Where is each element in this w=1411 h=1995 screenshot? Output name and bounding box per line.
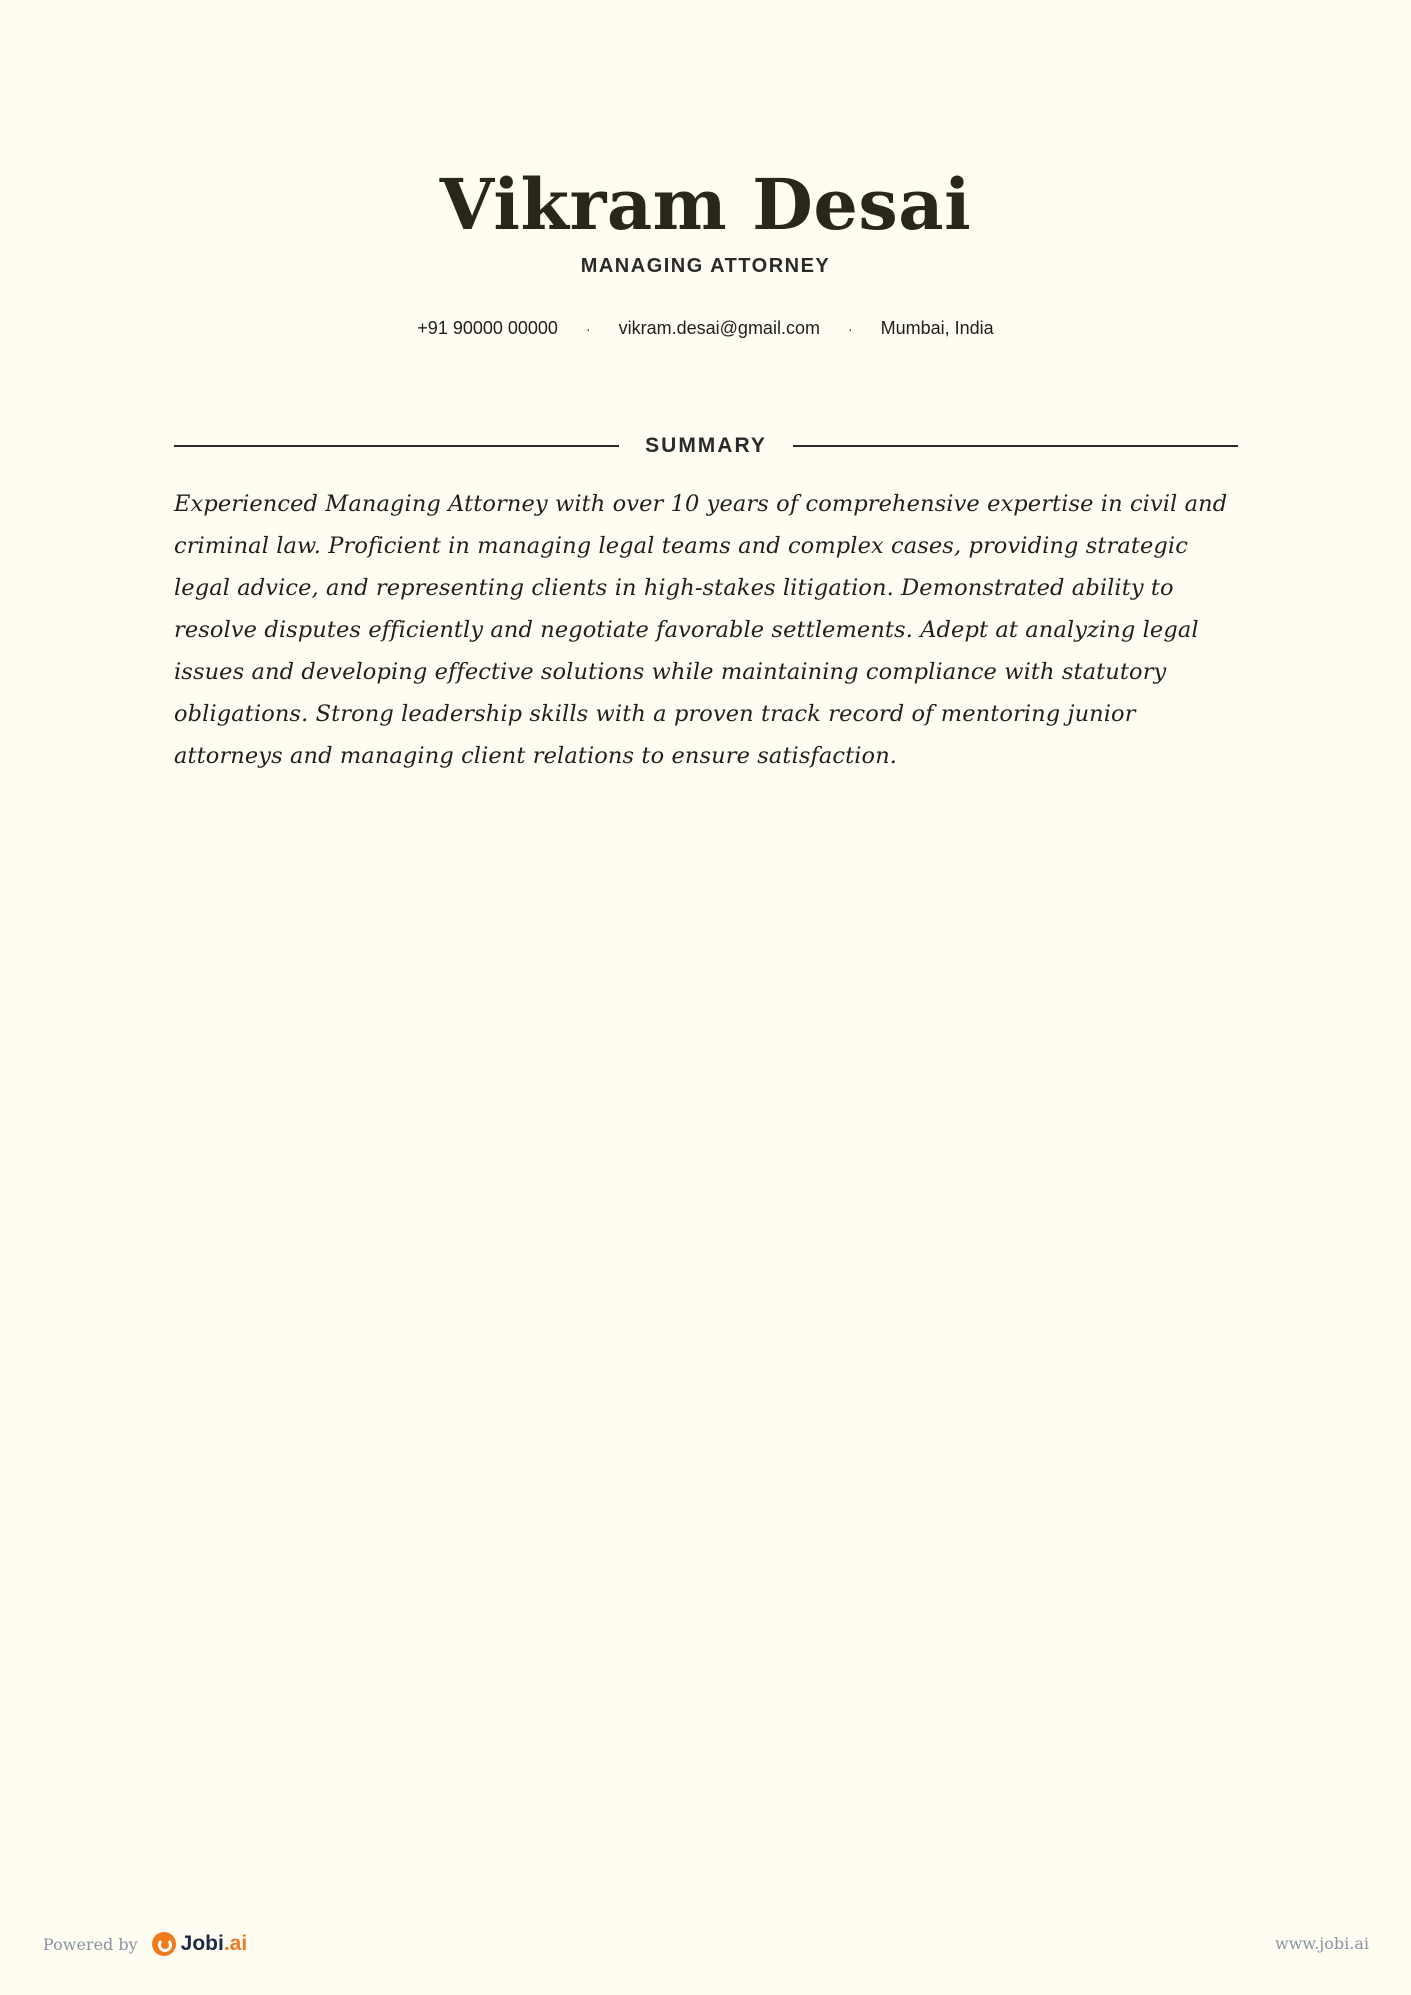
separator-dot: · <box>585 320 591 337</box>
separator-dot: · <box>847 320 853 337</box>
heading-rule-right <box>793 445 1238 447</box>
candidate-name: Vikram Desai <box>439 163 972 246</box>
powered-by-label: Powered by <box>43 1934 138 1954</box>
logo-accent: .ai <box>223 1932 248 1955</box>
powered-by <box>43 1928 247 1960</box>
logo-main: Jobi <box>180 1932 224 1955</box>
job-title: MANAGING ATTORNEY <box>580 255 831 277</box>
jobi-logo-text[interactable] <box>181 1932 248 1956</box>
email-address: vikram.desai@gmail.com <box>618 318 820 338</box>
summary-heading <box>174 432 1238 460</box>
phone-number: +91 90000 00000 <box>417 318 558 338</box>
website-link[interactable]: www.jobi.ai <box>1275 1934 1369 1953</box>
contact-info <box>0 318 1411 339</box>
summary-heading-label: SUMMARY <box>645 434 767 457</box>
footer <box>0 1928 1411 1960</box>
location: Mumbai, India <box>880 318 994 338</box>
heading-rule-left <box>174 445 619 447</box>
summary-text: Experienced Managing Attorney with over 10 years of comprehensive expertise in civil and criminal law. Proficient in managing legal teams and complex cases, providing strategic legal advice, and representing clients in high-stakes litigation. Demonstrated ability to resolve disputes efficiently and negotiate favorable settlements. Adept at analyzing legal issues and developing effective solutions while maintaining compliance with statutory obligations. Strong leadership skills with a proven track record of mentoring junior attorneys and managing client relations to ensure satisfaction. <box>174 491 1228 769</box>
jobi-logo-icon <box>152 1932 176 1956</box>
